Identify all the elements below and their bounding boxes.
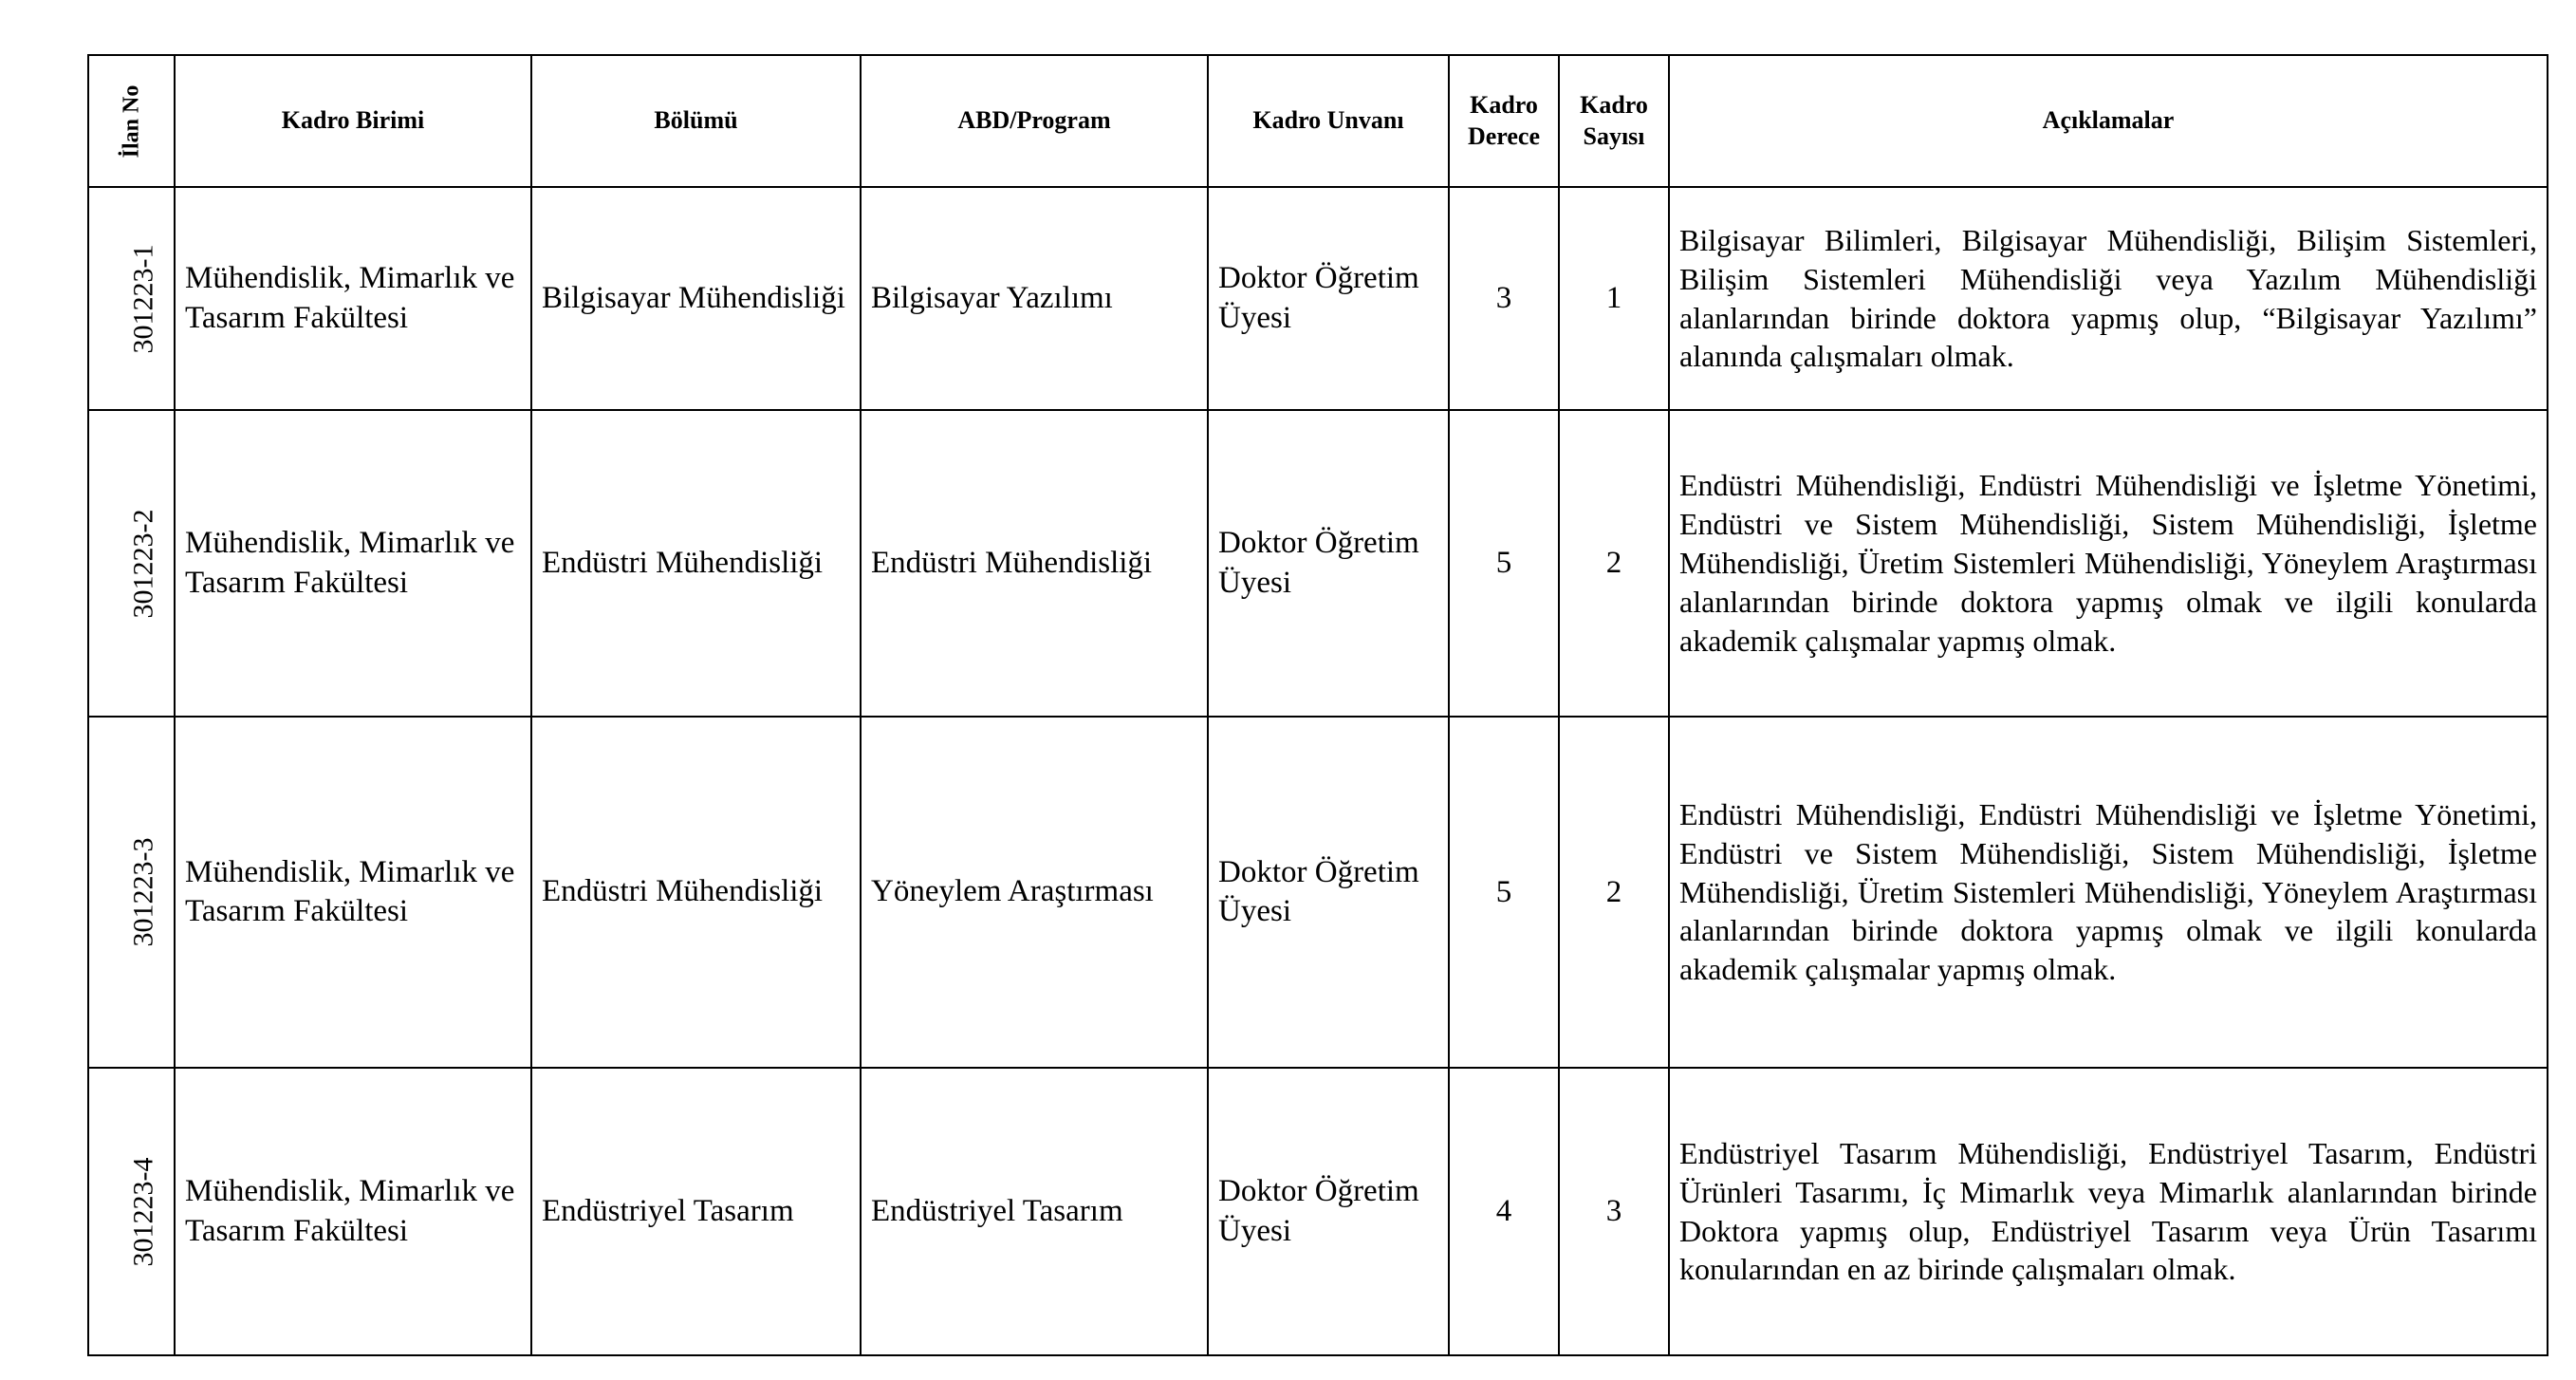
header-kadro-sayisi: Kadro Sayısı — [1559, 55, 1669, 187]
aciklamalar-cell — [1669, 410, 2548, 717]
header-kadro-birimi: Kadro Birimi — [175, 55, 531, 187]
kadro-derece-cell: 5 — [1449, 410, 1559, 717]
abd-program-cell: Endüstriyel Tasarım — [861, 1068, 1208, 1355]
aciklamalar-text: Endüstri Mühendisliği, Endüstri Mühendisliği ve İşletme Yönetimi, Endüstri ve Sistem Mühendisliği, Sistem Mühendisliği, İşletme Mühendisliği, Üretim Sistemleri Mühendisliği, Yöneylem Araştırması alanlarından birinde doktora yapmış olmak ve ilgili konularda akademik çalışmalar yapmış olmak. — [1679, 468, 2537, 658]
aciklamalar-text: Endüstriyel Tasarım Mühendisliği, Endüstriyel Tasarım, Endüstri Ürünleri Tasarımı, İç Mimarlık veya Mimarlık alanlarından birinde Doktora yapmış olup, Endüstriyel Tasarım veya Ürün Tasarımı konularından en az birinde çalışmaları olmak. — [1679, 1135, 2537, 1287]
kadro-birimi-cell: Mühendislik, Mimarlık ve Tasarım Fakültesi — [175, 1068, 531, 1355]
kadro-unvani-cell: Doktor Öğretim Üyesi — [1208, 187, 1449, 410]
header-ilan-no: İlan No — [88, 55, 175, 187]
abd-program-cell: Yöneylem Araştırması — [861, 717, 1208, 1068]
bolumu-cell: Endüstri Mühendisliği — [531, 717, 861, 1068]
kadro-derece-cell: 3 — [1449, 187, 1559, 410]
table-row — [88, 410, 2548, 717]
aciklamalar-text: Endüstri Mühendisliği, Endüstri Mühendisliği ve İşletme Yönetimi, Endüstri ve Sistem Mühendisliği, Sistem Mühendisliği, İşletme Mühendisliği, Üretim Sistemleri Mühendisliği, Yöneylem Araştırması alanlarından birinde doktora yapmış olmak ve ilgili konularda akademik çalışmalar yapmış olmak. — [1679, 796, 2537, 987]
kadro-sayisi-cell: 3 — [1559, 1068, 1669, 1355]
header-kadro-unvani: Kadro Unvanı — [1208, 55, 1449, 187]
bolumu-cell: Endüstri Mühendisliği — [531, 410, 861, 717]
kadro-birimi-cell: Mühendislik, Mimarlık ve Tasarım Fakültesi — [175, 187, 531, 410]
aciklamalar-cell — [1669, 1068, 2548, 1355]
kadro-derece-cell: 4 — [1449, 1068, 1559, 1355]
header-bolumu: Bölümü — [531, 55, 861, 187]
ilan-no-cell: 301223-3 — [88, 717, 175, 1068]
aciklamalar-text: Bilgisayar Bilimleri, Bilgisayar Mühendisliği, Bilişim Sistemleri, Bilişim Sistemleri Mühendisliği veya Yazılım Mühendisliği alanlarından birinde doktora yapmış olup, “Bilgisayar Yazılımı” alanında çalışmaları olmak. — [1679, 222, 2537, 374]
kadro-derece-cell: 5 — [1449, 717, 1559, 1068]
header-abd-program: ABD/Program — [861, 55, 1208, 187]
table-row — [88, 1068, 2548, 1355]
aciklamalar-cell — [1669, 717, 2548, 1068]
bolumu-cell: Bilgisayar Mühendisliği — [531, 187, 861, 410]
table-row — [88, 717, 2548, 1068]
ilan-no-cell: 301223-1 — [88, 187, 175, 410]
table-row — [88, 187, 2548, 410]
aciklamalar-cell — [1669, 187, 2548, 410]
header-kadro-derece: Kadro Derece — [1449, 55, 1559, 187]
bolumu-cell: Endüstriyel Tasarım — [531, 1068, 861, 1355]
kadro-birimi-cell: Mühendislik, Mimarlık ve Tasarım Fakültesi — [175, 717, 531, 1068]
kadro-unvani-cell: Doktor Öğretim Üyesi — [1208, 410, 1449, 717]
abd-program-cell: Bilgisayar Yazılımı — [861, 187, 1208, 410]
kadro-unvani-cell: Doktor Öğretim Üyesi — [1208, 1068, 1449, 1355]
kadro-sayisi-cell: 2 — [1559, 717, 1669, 1068]
table-header-row — [88, 55, 2548, 187]
kadro-unvani-cell: Doktor Öğretim Üyesi — [1208, 717, 1449, 1068]
kadro-sayisi-cell: 1 — [1559, 187, 1669, 410]
ilan-no-cell: 301223-2 — [88, 410, 175, 717]
abd-program-cell: Endüstri Mühendisliği — [861, 410, 1208, 717]
header-aciklamalar: Açıklamalar — [1669, 55, 2548, 187]
ilan-no-cell: 301223-4 — [88, 1068, 175, 1355]
kadro-sayisi-cell: 2 — [1559, 410, 1669, 717]
job-postings-table — [87, 54, 2548, 1356]
kadro-birimi-cell: Mühendislik, Mimarlık ve Tasarım Fakültesi — [175, 410, 531, 717]
